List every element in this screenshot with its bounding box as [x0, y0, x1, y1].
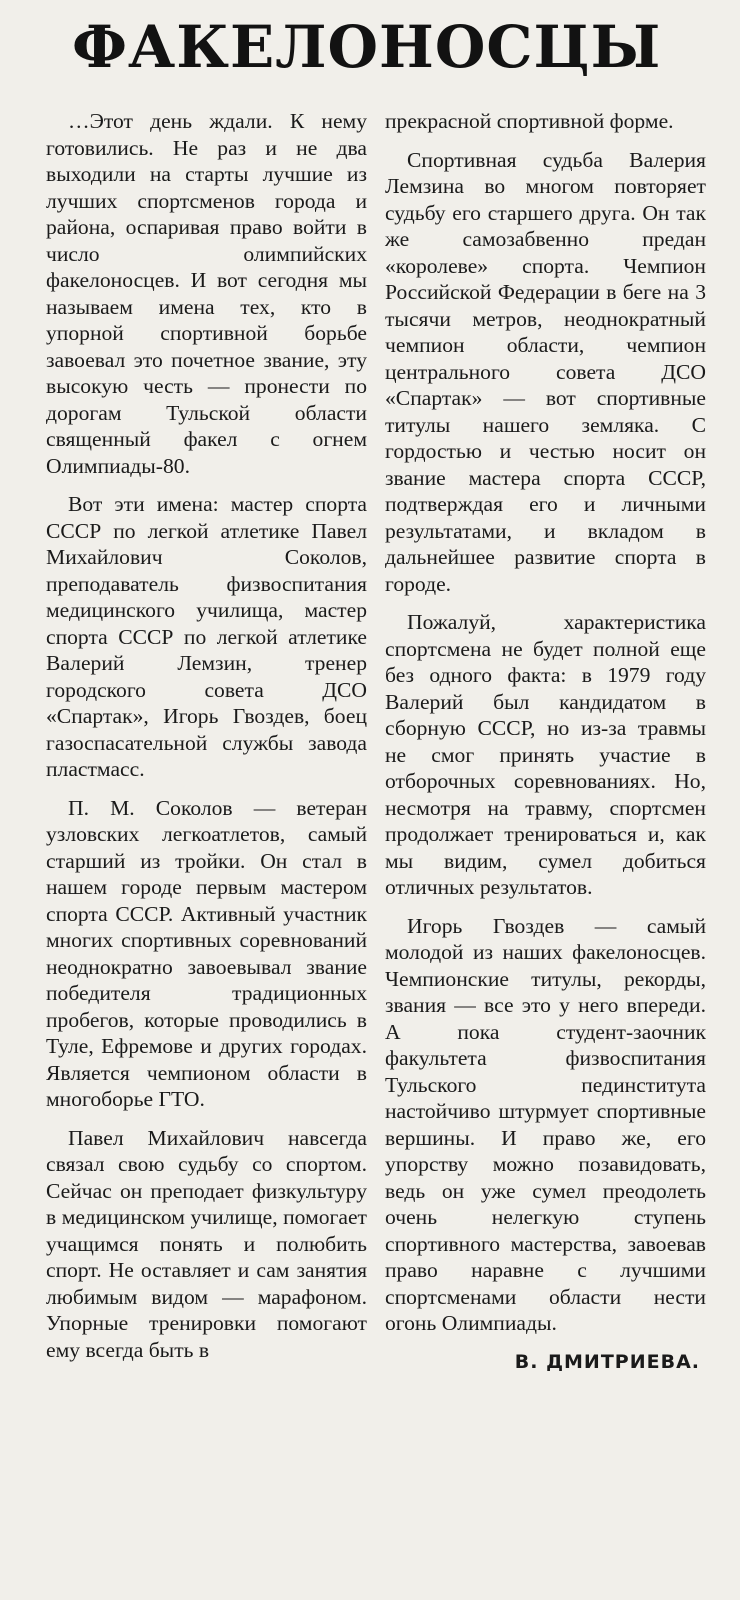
headline: ФАКЕЛОНОСЦЫ	[72, 13, 662, 81]
paragraph: Павел Михайлович навсегда связал свою судьбу со спортом. Сейчас он преподает физкультуру в медицинском училище, помогает учащимся понять и полюбить спорт. Не оставляет и сам занятия любимым видом — марафоном. Упорные тренировки помогают ему всегда быть в	[46, 1125, 367, 1362]
left-column	[46, 108, 367, 1375]
paragraph: Вот эти имена: мастер спорта СССР по легкой атлетике Павел Михайлович Соколов, преподаватель физвоспитания медицинского училища, мастер спорта СССР по легкой атлетике Валерий Лемзин, тренер городского совета ДСО «Спартак», Игорь Гвоздев, боец газоспасательной службы завода пластмасс.	[46, 492, 367, 781]
paragraph: Игорь Гвоздев — самый молодой из наших факелоносцев. Чемпионские титулы, рекорды, звания — все это у него впереди. А пока студент-заочник факультета физвоспитания Тульского пединститута настойчиво штурмует спортивные вершины. И право же, его упорству можно позавидовать, ведь он уже сумел преодолеть очень нелегкую ступень спортивного мастерства, завоевав право наравне с лучшими спортсменами области нести огонь Олимпиады.	[385, 913, 706, 1335]
paragraph-continuation: прекрасной спортивной форме.	[385, 109, 674, 133]
right-column	[385, 108, 706, 1375]
paragraph: Спортивная судьба Валерия Лемзина во многом повторяет судьбу его старшего друга. Он так же самозабвенно предан «королеве» спорта. Чемпион Российской Федерации в беге на 3 тысячи метров, неоднократный чемпион области, чемпион центрального совета ДСО «Спартак» — вот спортивные титулы нашего земляка. С гордостью и честью носит он звание мастера спорта СССР, подтверждая его и личными результатами, и вкладом в дальнейшее развитие спорта в городе.	[385, 147, 706, 596]
paragraph: Пожалуй, характеристика спортсмена не будет полной еще без одного факта: в 1979 году Валерий был кандидатом в сборную СССР, но из-за травмы не смог принять участие в отборочных соревнованиях. Но, несмотря на травму, спортсмен продолжает тренироваться и, как мы видим, сумел добиться отличных результатов.	[385, 610, 706, 899]
article-body	[46, 108, 726, 1375]
paragraph: П. М. Соколов — ветеран узловских легкоатлетов, самый старший из тройки. Он стал в нашем городе первым мастером спорта СССР. Активный участник многих спортивных соревнований неоднократно завоевывал звание победителя традиционных пробегов, которые проводились в Туле, Ефремове и других городах. Является чемпионом области в многоборье ГТО.	[46, 795, 367, 1111]
author-byline: В. ДМИТРИЕВА.	[514, 1350, 700, 1373]
paragraph: …Этот день ждали. К нему готовились. Не раз и не два выходили на старты лучшие из лучших спортсменов города и района, оспаривая право войти в число олимпийских факелоносцев. И вот сегодня мы называем имена тех, кто в упорной спортивной борьбе завоевал это почетное звание, эту высокую честь — пронести по дорогам Тульской области священный факел с огнем Олимпиады-80.	[46, 109, 367, 478]
